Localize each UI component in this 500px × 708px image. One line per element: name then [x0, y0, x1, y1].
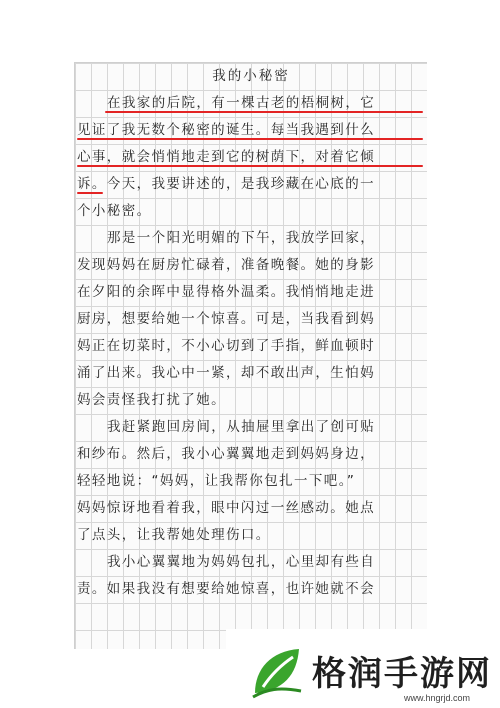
text-line: 厨房，想要给她一个惊喜。可是，当我看到妈: [77, 311, 375, 327]
text-line: 心事，就会悄悄地走到它的树荫下，对着它倾: [77, 149, 375, 165]
leaf-logo-icon: [249, 645, 305, 699]
text-line: 我小心翼翼地为妈妈包扎，心里却有些自: [107, 554, 376, 570]
text-line: 在夕阳的余晖中显得格外温柔。我悄悄地走进: [77, 284, 375, 300]
text-line: 诉。今天，我要讲述的，是我珍藏在心底的一: [77, 176, 375, 192]
text-line: 发现妈妈在厨房忙碌着，准备晚餐。她的身影: [77, 257, 375, 273]
text-line: 轻轻地说：“妈妈，让我帮你包扎一下吧。”: [77, 473, 356, 489]
grid-paper: [74, 62, 427, 649]
text-line: 妈妈惊讶地看着我，眼中闪过一丝感动。她点: [77, 500, 375, 516]
red-underline: [77, 138, 423, 140]
watermark-url: www.hngrjd.com: [404, 693, 471, 703]
watermark-site-name: 格润手游网: [312, 654, 492, 694]
text-line: 涌了出来。我心中一紧，却不敢出声，生怕妈: [77, 365, 375, 381]
text-line: 妈正在切菜时，不小心切到了手指，鲜血顿时: [77, 338, 375, 354]
text-line: 了点头，让我帮她处理伤口。: [77, 527, 271, 543]
text-line: 在我家的后院，有一棵古老的梧桐树，它: [107, 95, 376, 111]
red-underline: [105, 111, 423, 113]
essay-title: 我的小秘密: [212, 68, 290, 84]
text-line: 我赶紧跑回房间，从抽屉里拿出了创可贴: [107, 419, 376, 435]
text-line: 妈会责怪我打扰了她。: [77, 392, 226, 408]
red-underline: [77, 192, 103, 194]
text-line: 见证了我无数个秘密的诞生。每当我遇到什么: [77, 122, 375, 138]
red-underline: [77, 165, 423, 167]
text-line: 责。如果我没有想要给她惊喜，也许她就不会: [77, 581, 375, 597]
text-line: 那是一个阳光明媚的下午，我放学回家，: [107, 230, 376, 246]
text-line: 和纱布。然后，我小心翼翼地走到妈妈身边，: [77, 446, 375, 462]
text-line: 个小秘密。: [77, 203, 152, 219]
site-watermark: [226, 629, 500, 708]
